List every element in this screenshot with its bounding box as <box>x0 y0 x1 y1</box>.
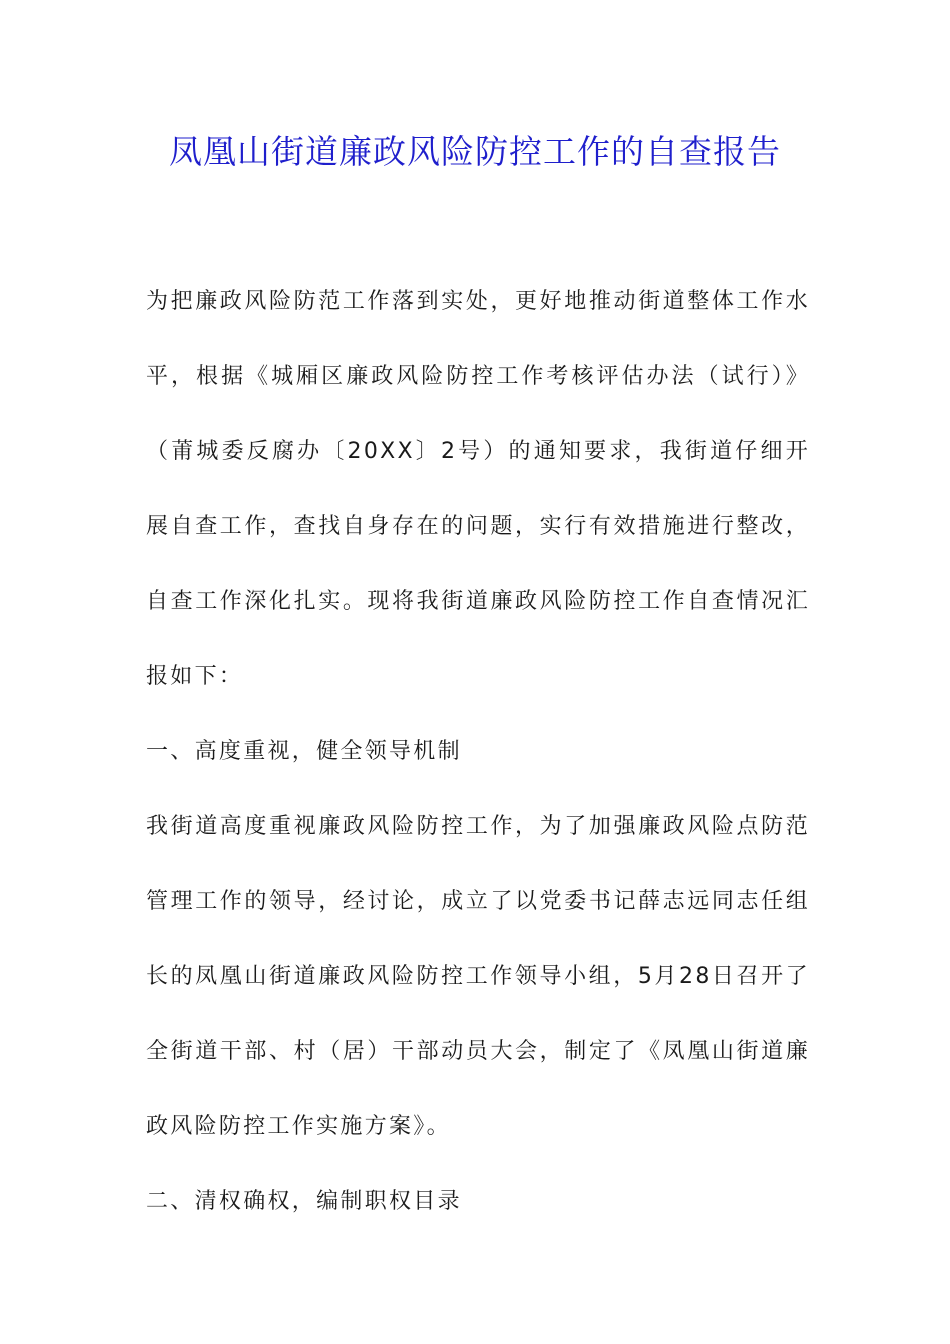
section-heading-1: 一、高度重视，健全领导机制 <box>146 739 462 764</box>
section-1-paragraph: 我街道高度重视廉政风险防控工作，为了加强廉政风险点防范管理工作的领导，经讨论，成立了以党委书记薛志远同志任组长的凤凰山街道廉政风险防控工作领导小组，5月28日召开了全街道干部、村（居）干部动员大会，制定了《凤凰山街道廉政风险防控工作实施方案》。 <box>146 814 810 1139</box>
intro-paragraph: 为把廉政风险防范工作落到实处，更好地推动街道整体工作水平，根据《城厢区廉政风险防控工作考核评估办法（试行）》（莆城委反腐办〔20XX〕2号）的通知要求，我街道仔细开展自查工作，查找自身存在的问题，实行有效措施进行整改，自查工作深化扎实。现将我街道廉政风险防控工作自查情况汇报如下： <box>146 289 810 689</box>
section-heading-2: 二、清权确权，编制职权目录 <box>146 1189 462 1214</box>
document-title: 凤凰山街道廉政风险防控工作的自查报告 <box>169 132 781 171</box>
document-body <box>146 264 810 1239</box>
